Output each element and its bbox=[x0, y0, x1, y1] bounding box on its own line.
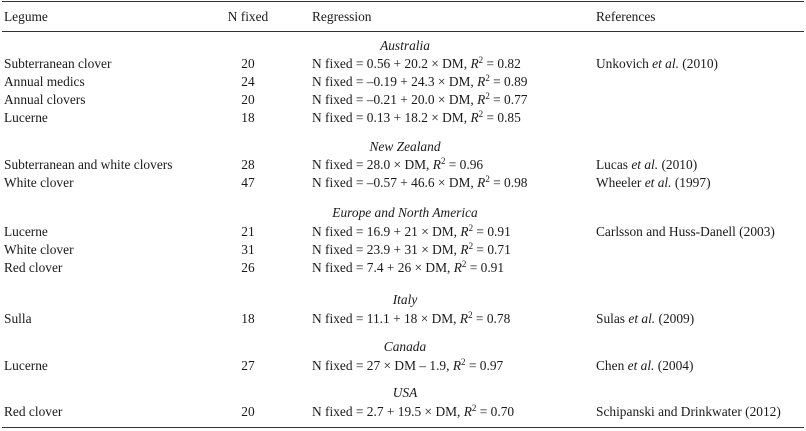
regression-cell: N fixed = 7.4 + 26 × DM, $R^2 = 0.91$ bbox=[312, 259, 505, 275]
header-references: References bbox=[596, 9, 656, 24]
regression-cell: N fixed = 16.9 + 21 × DM, $R^2 = 0.91$ bbox=[312, 223, 511, 239]
reference-cell: Chen et al. (2004) bbox=[596, 358, 694, 373]
n-fixed-cell: 20 bbox=[241, 92, 255, 107]
n-fixed-cell: 28 bbox=[241, 157, 255, 172]
regression-cell: N fixed = 27 × DM – 1.9, $R^2 = 0.97$ bbox=[312, 357, 504, 373]
reference-cell: Lucas et al. (2010) bbox=[596, 157, 698, 172]
region-heading: Canada bbox=[383, 339, 427, 354]
regression-cell: N fixed = 2.7 + 19.5 × DM, $R^2 = 0.70$ bbox=[312, 403, 515, 419]
regression-cell: N fixed = –0.19 + 24.3 × DM, $R^2 = 0.89$ bbox=[312, 73, 528, 89]
header-rule bbox=[2, 31, 804, 32]
legume-cell: White clover bbox=[4, 175, 74, 190]
legume-cell: White clover bbox=[4, 242, 74, 257]
legume-cell: Red clover bbox=[4, 260, 63, 275]
region-heading: New Zealand bbox=[369, 139, 441, 154]
n-fixed-cell: 24 bbox=[241, 74, 255, 89]
n-fixed-cell: 18 bbox=[241, 110, 255, 125]
n-fixed-cell: 31 bbox=[241, 242, 255, 257]
regression-cell: N fixed = 0.56 + 20.2 × DM, $R^2 = 0.82$ bbox=[312, 55, 521, 71]
regression-cell: N fixed = 0.13 + 18.2 × DM, $R^2 = 0.85$ bbox=[312, 109, 521, 125]
regression-cell: N fixed = –0.21 + 20.0 × DM, $R^2 = 0.77$ bbox=[312, 91, 528, 107]
table-top-rule bbox=[2, 1, 804, 2]
legume-cell: Subterranean clover bbox=[4, 56, 112, 71]
reference-cell: Carlsson and Huss-Danell (2003) bbox=[596, 224, 775, 239]
region-heading: Europe and North America bbox=[332, 205, 478, 220]
region-heading: Italy bbox=[392, 292, 418, 307]
regression-cell: N fixed = 23.9 + 31 × DM, $R^2 = 0.71$ bbox=[312, 241, 511, 257]
region-heading: USA bbox=[392, 385, 418, 400]
legume-cell: Annual medics bbox=[4, 74, 85, 89]
header-legume: Legume bbox=[4, 9, 48, 24]
n-fixed-cell: 26 bbox=[241, 260, 255, 275]
header-n-fixed: N fixed bbox=[227, 9, 269, 24]
regression-cell: N fixed = 28.0 × DM, $R^2 = 0.96$ bbox=[312, 156, 484, 172]
n-fixed-cell: 21 bbox=[241, 224, 255, 239]
reference-cell: Schipanski and Drinkwater (2012) bbox=[596, 404, 781, 419]
n-fixed-cell: 27 bbox=[241, 358, 255, 373]
legume-cell: Lucerne bbox=[4, 110, 48, 125]
legume-cell: Lucerne bbox=[4, 358, 48, 373]
reference-cell: Sulas et al. (2009) bbox=[596, 311, 695, 326]
region-heading: Australia bbox=[380, 38, 430, 53]
legume-cell: Red clover bbox=[4, 404, 63, 419]
regression-cell: N fixed = –0.57 + 46.6 × DM, $R^2 = 0.98$ bbox=[312, 174, 528, 190]
n-fixed-cell: 18 bbox=[241, 311, 255, 326]
table-bottom-rule bbox=[2, 427, 804, 428]
reference-cell: Unkovich et al. (2010) bbox=[596, 56, 719, 71]
legume-cell: Annual clovers bbox=[4, 92, 86, 107]
regression-cell: N fixed = 11.1 + 18 × DM, $R^2 = 0.78$ bbox=[312, 310, 511, 326]
n-fixed-cell: 47 bbox=[241, 175, 255, 190]
legume-cell: Sulla bbox=[4, 311, 32, 326]
n-fixed-cell: 20 bbox=[241, 56, 255, 71]
n-fixed-cell: 20 bbox=[241, 404, 255, 419]
header-regression: Regression bbox=[312, 9, 372, 24]
legume-cell: Lucerne bbox=[4, 224, 48, 239]
legume-cell: Subterranean and white clovers bbox=[4, 157, 173, 172]
reference-cell: Wheeler et al. (1997) bbox=[596, 175, 711, 190]
